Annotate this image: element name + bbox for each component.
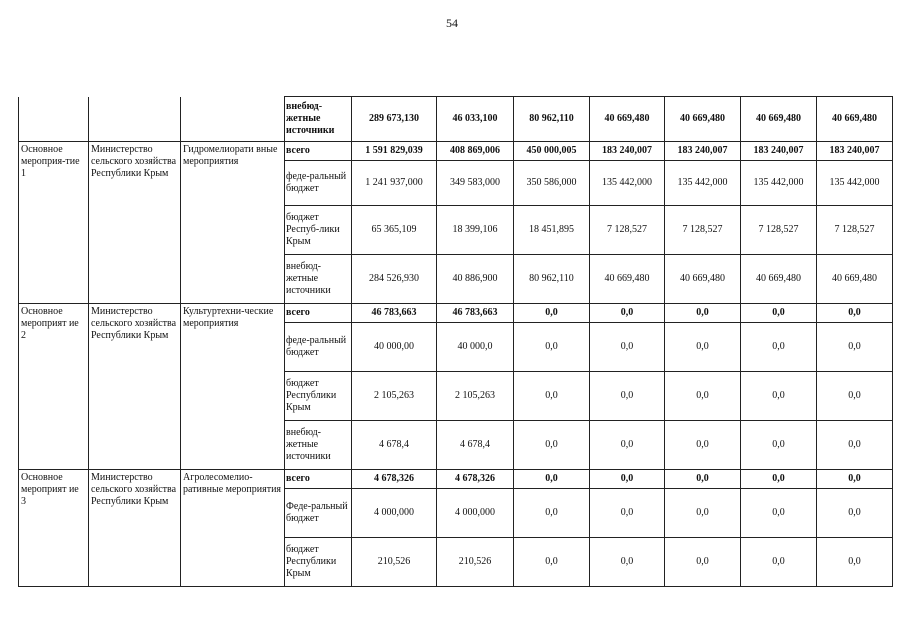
amount-cell: 0,0: [590, 420, 665, 469]
amount-cell: 0,0: [741, 469, 817, 488]
amount-cell: 0,0: [665, 303, 741, 322]
funding-source: бюджет Республики Крым: [285, 537, 352, 586]
amount-cell: 0,0: [665, 371, 741, 420]
amount-cell: 40 886,900: [437, 254, 514, 303]
amount-cell: 40 669,480: [741, 97, 817, 142]
amount-cell: 183 240,007: [817, 141, 893, 160]
amount-cell: 46 783,663: [437, 303, 514, 322]
amount-cell: 0,0: [590, 322, 665, 371]
amount-cell: 0,0: [741, 322, 817, 371]
table-row: [19, 141, 893, 160]
amount-cell: 135 442,000: [590, 160, 665, 205]
measure-name: Основное мероприят ие 2: [19, 303, 89, 469]
measure-name: Основное мероприя-тие 1: [19, 141, 89, 303]
amount-cell: 46 033,100: [437, 97, 514, 142]
amount-cell: 40 669,480: [741, 254, 817, 303]
amount-cell: 4 678,4: [437, 420, 514, 469]
amount-cell: 80 962,110: [514, 97, 590, 142]
amount-cell: 0,0: [590, 303, 665, 322]
amount-cell: 0,0: [665, 488, 741, 537]
funding-source: Феде-ральный бюджет: [285, 488, 352, 537]
amount-cell: 0,0: [514, 537, 590, 586]
amount-cell: 7 128,527: [817, 205, 893, 254]
amount-cell: 7 128,527: [590, 205, 665, 254]
amount-cell: 4 678,326: [352, 469, 437, 488]
amount-cell: 0,0: [514, 303, 590, 322]
amount-cell: 0,0: [514, 322, 590, 371]
amount-cell: 450 000,005: [514, 141, 590, 160]
amount-cell: 40 669,480: [817, 254, 893, 303]
budget-table: [18, 96, 893, 587]
amount-cell: 0,0: [514, 488, 590, 537]
amount-cell: 0,0: [665, 537, 741, 586]
amount-cell: 284 526,930: [352, 254, 437, 303]
amount-cell: 65 365,109: [352, 205, 437, 254]
amount-cell: 0,0: [590, 469, 665, 488]
amount-cell: 135 442,000: [665, 160, 741, 205]
executor-name: Министерство сельского хозяйства Республики Крым: [89, 469, 181, 586]
amount-cell: 2 105,263: [352, 371, 437, 420]
funding-source: феде-ральный бюджет: [285, 322, 352, 371]
amount-cell: 183 240,007: [741, 141, 817, 160]
amount-cell: 0,0: [514, 469, 590, 488]
amount-cell: 210,526: [437, 537, 514, 586]
amount-cell: 0,0: [817, 537, 893, 586]
amount-cell: 0,0: [665, 469, 741, 488]
activity-name: Агролесомелио-ративные мероприятия: [181, 469, 285, 586]
table-row: [19, 97, 893, 142]
funding-source: внебюд-жетные источники: [285, 97, 352, 142]
table-row: [19, 303, 893, 322]
executor-name: Министерство сельского хозяйства Республики Крым: [89, 303, 181, 469]
amount-cell: 0,0: [590, 488, 665, 537]
amount-cell: 135 442,000: [741, 160, 817, 205]
funding-source: бюджет Республики Крым: [285, 371, 352, 420]
amount-cell: 0,0: [665, 420, 741, 469]
amount-cell: 349 583,000: [437, 160, 514, 205]
amount-cell: 4 678,4: [352, 420, 437, 469]
amount-cell: 0,0: [817, 469, 893, 488]
amount-cell: 4 000,000: [352, 488, 437, 537]
amount-cell: 210,526: [352, 537, 437, 586]
amount-cell: 40 669,480: [590, 97, 665, 142]
amount-cell: 40 669,480: [590, 254, 665, 303]
empty-cell: [19, 97, 89, 142]
amount-cell: 289 673,130: [352, 97, 437, 142]
amount-cell: 4 678,326: [437, 469, 514, 488]
amount-cell: 7 128,527: [665, 205, 741, 254]
empty-cell: [181, 97, 285, 142]
amount-cell: 0,0: [665, 322, 741, 371]
amount-cell: 0,0: [817, 322, 893, 371]
amount-cell: 40 000,00: [352, 322, 437, 371]
amount-cell: 135 442,000: [817, 160, 893, 205]
funding-source: бюджет Респуб-лики Крым: [285, 205, 352, 254]
amount-cell: 183 240,007: [590, 141, 665, 160]
funding-source: внебюд-жетные источники: [285, 420, 352, 469]
measure-name: Основное мероприят ие 3: [19, 469, 89, 586]
executor-name: Министерство сельского хозяйства Республики Крым: [89, 141, 181, 303]
amount-cell: 0,0: [590, 371, 665, 420]
funding-source: феде-ральный бюджет: [285, 160, 352, 205]
amount-cell: 40 000,0: [437, 322, 514, 371]
amount-cell: 0,0: [817, 303, 893, 322]
funding-source: внебюд-жетные источники: [285, 254, 352, 303]
amount-cell: 0,0: [741, 537, 817, 586]
amount-cell: 40 669,480: [665, 97, 741, 142]
amount-cell: 46 783,663: [352, 303, 437, 322]
amount-cell: 350 586,000: [514, 160, 590, 205]
amount-cell: 2 105,263: [437, 371, 514, 420]
empty-cell: [89, 97, 181, 142]
amount-cell: 0,0: [514, 420, 590, 469]
amount-cell: 183 240,007: [665, 141, 741, 160]
amount-cell: 18 451,895: [514, 205, 590, 254]
amount-cell: 1 591 829,039: [352, 141, 437, 160]
amount-cell: 0,0: [514, 371, 590, 420]
amount-cell: 0,0: [741, 420, 817, 469]
funding-source: всего: [285, 141, 352, 160]
amount-cell: 1 241 937,000: [352, 160, 437, 205]
activity-name: Гидромелиорати вные мероприятия: [181, 141, 285, 303]
amount-cell: 0,0: [817, 371, 893, 420]
amount-cell: 0,0: [741, 488, 817, 537]
activity-name: Культуртехни-ческие мероприятия: [181, 303, 285, 469]
page-number: 54: [446, 16, 458, 30]
amount-cell: 0,0: [741, 371, 817, 420]
amount-cell: 18 399,106: [437, 205, 514, 254]
amount-cell: 40 669,480: [665, 254, 741, 303]
amount-cell: 0,0: [817, 488, 893, 537]
funding-source: всего: [285, 303, 352, 322]
amount-cell: 40 669,480: [817, 97, 893, 142]
amount-cell: 80 962,110: [514, 254, 590, 303]
amount-cell: 4 000,000: [437, 488, 514, 537]
amount-cell: 0,0: [741, 303, 817, 322]
amount-cell: 408 869,006: [437, 141, 514, 160]
amount-cell: 7 128,527: [741, 205, 817, 254]
table-row: [19, 469, 893, 488]
amount-cell: 0,0: [590, 537, 665, 586]
funding-source: всего: [285, 469, 352, 488]
amount-cell: 0,0: [817, 420, 893, 469]
